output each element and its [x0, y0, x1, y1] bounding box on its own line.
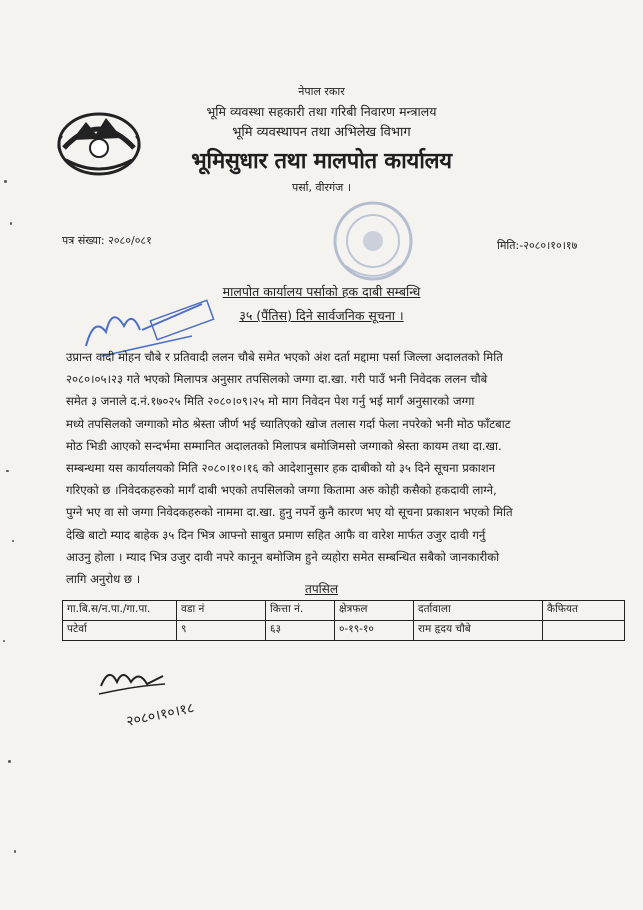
- cell-municipality: पटेर्वा: [63, 621, 177, 641]
- office-title: भूमिसुधार तथा मालपोत कार्यालय: [191, 149, 452, 174]
- col-header-area: क्षेत्रफल: [335, 601, 414, 621]
- col-header-municipality: गा.बि.स/न.पा./गा.पा.: [63, 601, 177, 621]
- cell-owner: राम हृदय चौबे: [414, 621, 543, 641]
- cell-ward: ९: [177, 621, 266, 641]
- scan-speck: [12, 540, 14, 542]
- table-header-row: [63, 601, 625, 621]
- body-line: देखि बाटो म्याद बाहेक ३५ दिन भित्र आफ्नो साबुत प्रमाण सहित आफै वा वारेश मार्फत उजुर दावी गर्नु: [66, 527, 486, 542]
- cell-area: ०-१९-१०: [335, 621, 414, 641]
- office-address: पर्सा, वीरगंज ।: [291, 181, 351, 194]
- body-line: पुग्ने भए वा सो जग्गा निवेदकहरुको नाममा दा.खा. हुनु नपर्ने कुनै कारण भए यो सूचना प्रकाशन भएको मिति: [66, 505, 513, 520]
- scan-speck: [10, 222, 12, 225]
- header-ministry: भूमि व्यवस्था सहकारी तथा गरिबी निवारण मन्त्रालय: [206, 104, 437, 119]
- scan-speck: [14, 850, 16, 853]
- scan-speck: [3, 640, 5, 642]
- cell-remarks: [543, 621, 625, 641]
- body-line: लागि अनुरोध छ ।: [66, 572, 141, 587]
- body-line: उप्रान्त वादी मोहन चौबे र प्रतिवादी ललन चौबे समेत भएको अंश दर्ता मद्दामा पर्सा जिल्ला अदालतको मिति: [66, 350, 503, 364]
- col-header-kitta: कित्ता नं.: [266, 601, 335, 621]
- office-stamp-icon: [318, 196, 428, 286]
- header-department: भूमि व्यवस्थापन तथा अभिलेख विभाग: [232, 125, 411, 140]
- body-line: सम्बन्धमा यस कार्यालयको मिति २०८०।१०।१६ को आदेशानुसार हक दाबीको यो ३५ दिने सूचना प्रकाशन: [66, 461, 496, 476]
- body-line: मध्ये तपसिलको जग्गाको मोठ श्रेस्ता जीर्ण भई च्यातिएको खोज तलास गर्दा फेला नपरेको भनी मोठ फाँटबाट: [66, 416, 511, 431]
- col-header-remarks: कैफियत: [543, 601, 625, 621]
- col-header-owner: दर्तावाला: [414, 601, 543, 621]
- signature-icon: [95, 660, 255, 730]
- scan-speck: [8, 760, 11, 763]
- body-line: समेत ३ जनाले द.नं.१७०२५ मिति २०८०।०९।२५ मो माग निवेदन पेश गर्नु भई मार्गँ अनुसारको जग्गा: [66, 394, 475, 409]
- subject-line-2: ३५ (पैंतिस) दिने सार्वजनिक सूचना ।: [239, 308, 404, 323]
- table-row: [63, 621, 625, 641]
- body-line: २०८०।०५।२३ गते भएको मिलापत्र अनुसार तपसिलको जग्गा दा.खा. गरी पाउँ भनी निवेदक ललन चौबे: [66, 372, 488, 387]
- reference-number: पत्र संख्या: २०८०/०८१: [62, 234, 152, 247]
- scan-speck: [6, 470, 9, 472]
- subject-line-1: मालपोत कार्यालय पर्साको हक दाबी सम्बन्धि: [222, 284, 421, 299]
- col-header-ward: वडा नं: [177, 601, 266, 621]
- notice-body: [66, 346, 622, 590]
- body-line: आउनु होला । म्याद भित्र उजुर दावी नपरे कानून बमोजिम हुने व्यहोरा समेत सम्बन्धित सबैको जानकारीको: [66, 549, 500, 564]
- body-line: गरिएको छ ।निवेदकहरुको मार्गँ दाबी भएको तपसिलको जग्गा कितामा अरु कोही कसैको हकदावी लाग्ने,: [66, 483, 497, 498]
- table-title: तपसिल: [304, 582, 338, 596]
- handwritten-date: २०८०।१०।१८: [125, 700, 196, 730]
- cell-kitta: ६३: [266, 621, 335, 641]
- header-country: नेपाल रकार: [298, 85, 345, 98]
- body-line: मोठ भिडी आएको सन्दर्भमा सम्मानित अदालतको मिलापत्र बमोजिमसो जग्गाको श्रेस्ता कायम तथा दा.खा.: [66, 438, 502, 453]
- land-details-table: [62, 600, 625, 641]
- document-date: मिति:-२०८०।१०।१७: [497, 239, 578, 252]
